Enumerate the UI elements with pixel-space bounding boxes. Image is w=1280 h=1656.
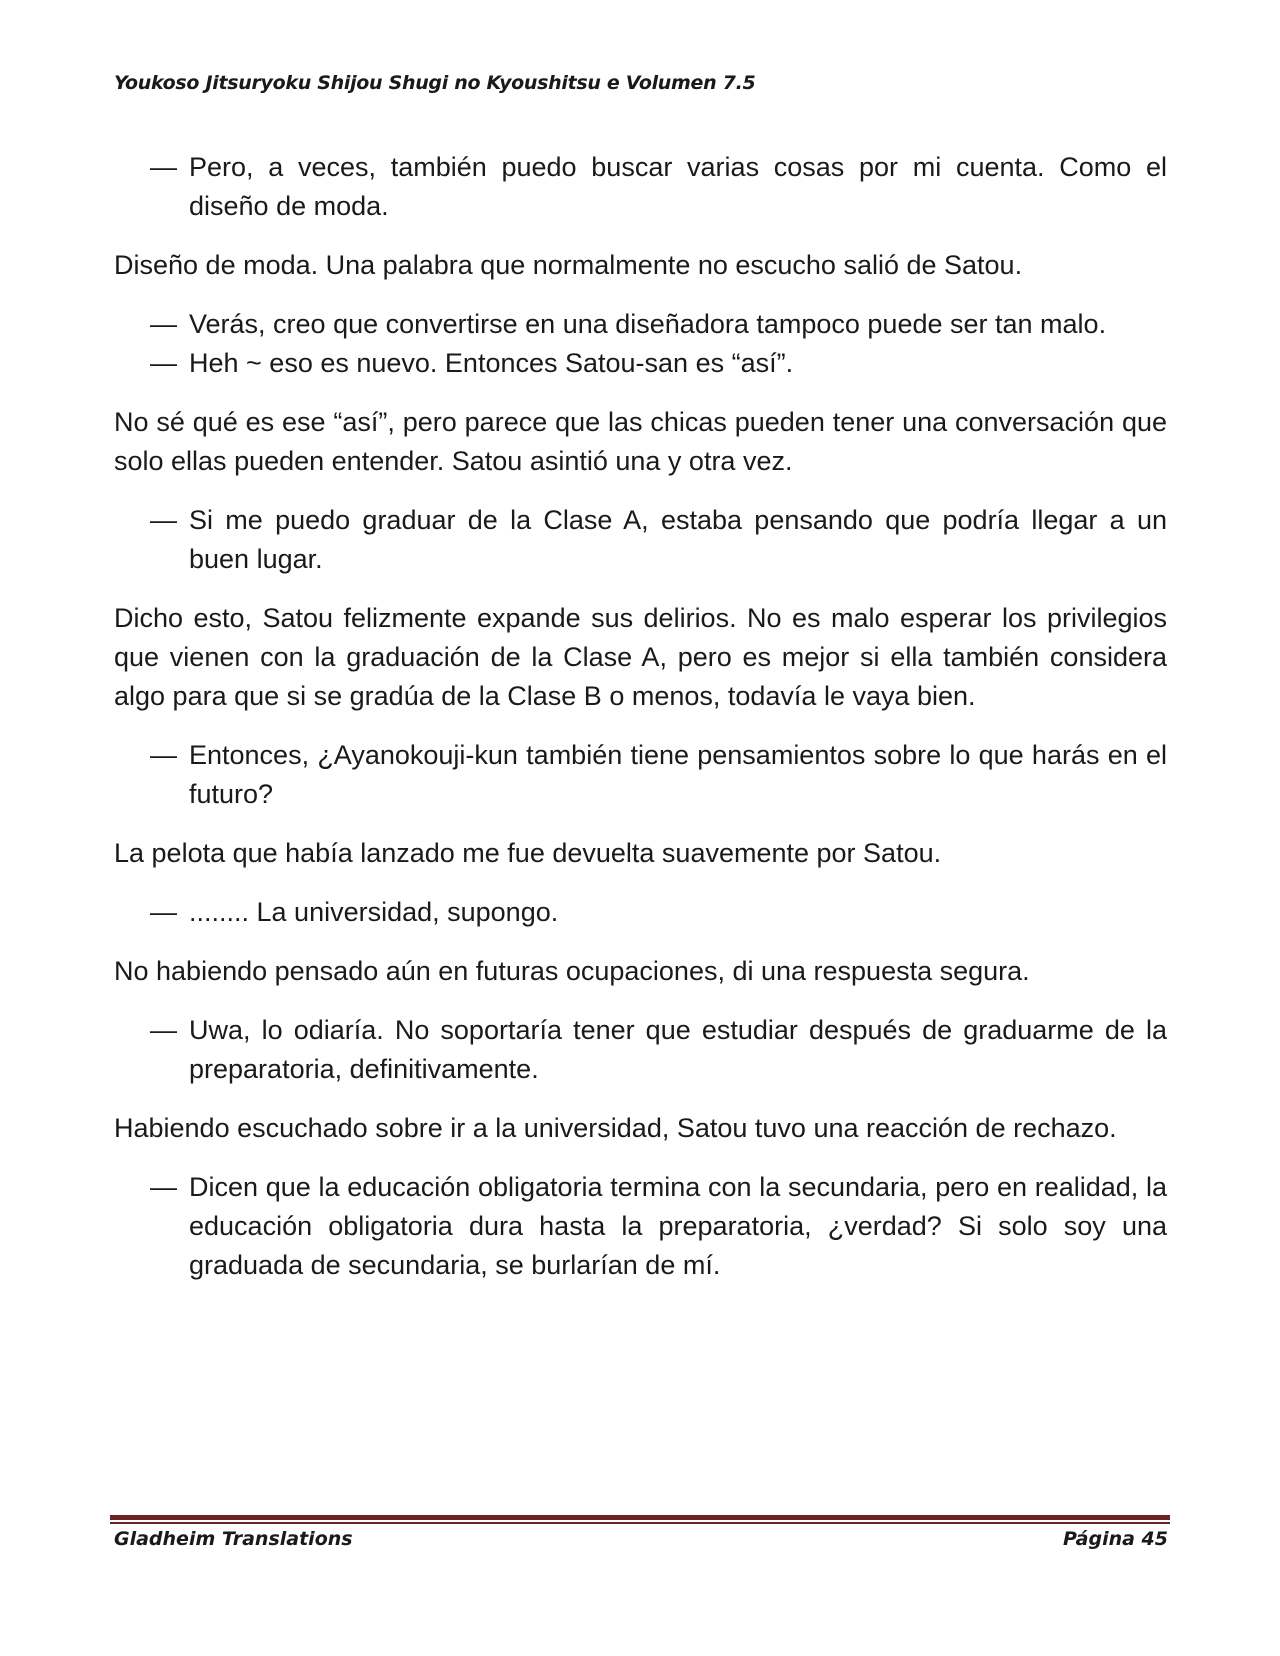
dialogue-group [114, 501, 1167, 579]
dialogue-group [114, 305, 1167, 383]
dialogue-group [114, 1011, 1167, 1089]
dialogue-text: Si me puedo graduar de la Clase A, estaba pensando que podría llegar a un buen lugar. [189, 505, 1167, 574]
dialogue-line [114, 501, 1167, 579]
dialogue-line [114, 736, 1167, 814]
footer-rule [110, 1515, 1170, 1524]
narration-paragraph: No habiendo pensado aún en futuras ocupaciones, di una respuesta segura. [114, 956, 1030, 986]
dialogue-group [114, 148, 1167, 226]
dialogue-group [114, 893, 1167, 932]
dialogue-group [114, 1168, 1167, 1285]
dialogue-line [114, 305, 1167, 344]
dialogue-line [114, 1011, 1167, 1089]
dialogue-text: Dicen que la educación obligatoria termina con la secundaria, pero en realidad, la educación obligatoria dura hasta la preparatoria, ¿verdad? Si solo soy una graduada de secundaria, se burlarían de mí. [189, 1172, 1167, 1280]
footer-rule-thick [110, 1515, 1170, 1520]
em-dash: — [150, 740, 177, 770]
running-header: Youkoso Jitsuryoku Shijou Shugi no Kyoushitsu e Volumen 7.5 [114, 72, 756, 94]
em-dash: — [150, 897, 177, 927]
dialogue-text: ........ La universidad, supongo. [189, 897, 559, 927]
dialogue-line [114, 1168, 1167, 1285]
page-body [114, 148, 1167, 1305]
dialogue-line [114, 893, 1167, 932]
em-dash: — [150, 505, 177, 535]
narration-paragraph: Habiendo escuchado sobre ir a la universidad, Satou tuvo una reacción de rechazo. [114, 1113, 1117, 1143]
narration-paragraph: Diseño de moda. Una palabra que normalmente no escucho salió de Satou. [114, 250, 1023, 280]
dialogue-line [114, 344, 1167, 383]
footer-page-number: Página 45 [1062, 1528, 1168, 1550]
dialogue-text: Uwa, lo odiaría. No soportaría tener que estudiar después de graduarme de la preparatoria, definitivamente. [189, 1015, 1167, 1084]
dialogue-text: Heh ~ eso es nuevo. Entonces Satou-san es “así”. [189, 348, 794, 378]
dialogue-text: Verás, creo que convertirse en una diseñadora tampoco puede ser tan malo. [189, 309, 1107, 339]
dialogue-line [114, 148, 1167, 226]
narration-paragraph: No sé qué es ese “así”, pero parece que las chicas pueden tener una conversación que solo ellas pueden entender. Satou asintió una y otra vez. [114, 407, 1167, 476]
em-dash: — [150, 1172, 177, 1202]
narration-paragraph: La pelota que había lanzado me fue devuelta suavemente por Satou. [114, 838, 942, 868]
em-dash: — [150, 152, 177, 182]
footer-translator: Gladheim Translations [114, 1528, 353, 1550]
em-dash: — [150, 309, 177, 339]
dialogue-text: Entonces, ¿Ayanokouji-kun también tiene pensamientos sobre lo que harás en el futuro? [189, 740, 1167, 809]
footer-rule-thin [110, 1522, 1170, 1524]
em-dash: — [150, 348, 177, 378]
dialogue-text: Pero, a veces, también puedo buscar varias cosas por mi cuenta. Como el diseño de moda. [189, 152, 1167, 221]
em-dash: — [150, 1015, 177, 1045]
narration-paragraph: Dicho esto, Satou felizmente expande sus delirios. No es malo esperar los privilegios que vienen con la graduación de la Clase A, pero es mejor si ella también considera algo para que si se gradúa de la Clase B o menos, todavía le vaya bien. [114, 603, 1167, 711]
dialogue-group [114, 736, 1167, 814]
